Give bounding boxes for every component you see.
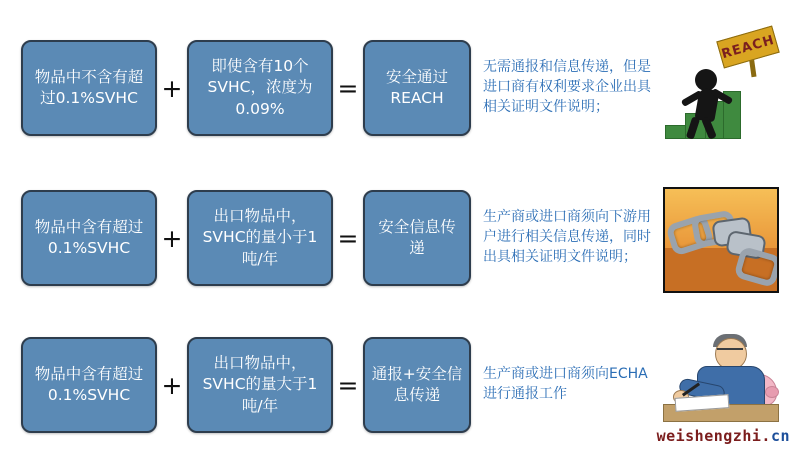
watermark — [657, 427, 790, 445]
result-box: 安全信息传递 — [363, 190, 471, 286]
running-figure-stairs-icon — [661, 33, 779, 143]
glasses-icon — [717, 348, 743, 358]
reach-sign-icon: REACH — [716, 26, 779, 69]
picture-frame — [663, 187, 779, 293]
person-writing-icon — [661, 330, 779, 440]
equals-operator: = — [337, 370, 359, 400]
condition-b-box: 出口物品中，SVHC的量小于1吨/年 — [187, 190, 333, 286]
result-box: 通报+安全信息传递 — [363, 337, 471, 433]
plus-operator: + — [161, 73, 183, 103]
condition-b-box: 即使含有10个SVHC，浓度为0.09% — [187, 40, 333, 136]
chain-handshake-icon — [661, 183, 779, 293]
condition-a-box: 物品中含有超过0.1%SVHC — [21, 337, 157, 433]
diagram-row — [0, 178, 800, 298]
pig-snout — [765, 386, 779, 398]
watermark-main: weishengzhi. — [656, 427, 771, 445]
result-box: 安全通过REACH — [363, 40, 471, 136]
equals-operator: = — [337, 223, 359, 253]
watermark-tld: cn — [770, 427, 790, 445]
condition-b-box: 出口物品中，SVHC的量大于1吨/年 — [187, 337, 333, 433]
plus-operator: + — [161, 370, 183, 400]
equals-operator: = — [337, 73, 359, 103]
row-note: 生产商或进口商须向ECHA进行通报工作 — [483, 366, 648, 402]
row-note: 无需通报和信息传递，但是进口商有权利要求企业出具相关证明文件说明； — [483, 59, 651, 115]
condition-a-box: 物品中含有超过0.1%SVHC — [21, 190, 157, 286]
plus-operator: + — [161, 223, 183, 253]
diagram-row — [0, 28, 800, 148]
row-note: 生产商或进口商须向下游用户进行相关信息传递，同时出具相关证明文件说明； — [483, 209, 651, 265]
condition-a-box: 物品中不含有超过0.1%SVHC — [21, 40, 157, 136]
